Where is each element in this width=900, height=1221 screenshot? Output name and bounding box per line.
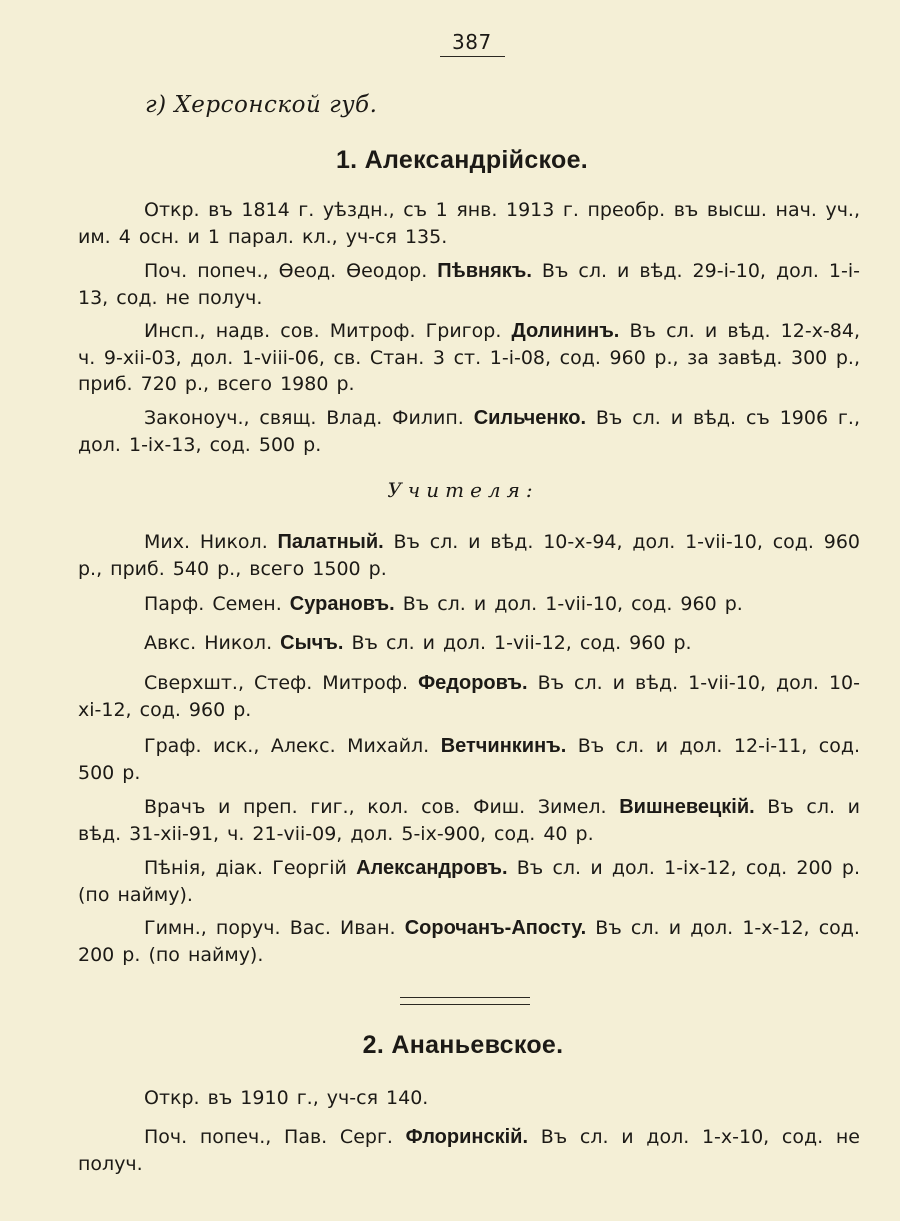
teacher-entry bbox=[78, 733, 860, 786]
person-surname: Ветчинкинъ. bbox=[440, 735, 567, 757]
para-text: Въ сл. и дол. 1-ix-12, сод. 200 р. (по найму). bbox=[78, 857, 860, 906]
section-divider bbox=[400, 997, 530, 1005]
para-text: Поч. попеч., Пав. Серг. bbox=[144, 1126, 406, 1148]
teachers-label: Учителя: bbox=[387, 478, 539, 502]
para-text: Въ сл. и вѣд. 12-x-84, ч. 9-xii-03, дол. 1-viii-06, св. Стан. 3 ст. 1-i-08, сод. 960 р., за завѣд. 300 р., приб. 720 р., всего 1980 р. bbox=[78, 320, 861, 395]
para-text: Поч. попеч., Ѳеод. Ѳеодор. bbox=[144, 260, 438, 282]
page-number-rule bbox=[440, 56, 505, 57]
para-text: Мих. Никол. bbox=[144, 531, 278, 553]
para-text: Законоуч., свящ. Влад. Филип. bbox=[144, 407, 474, 429]
para-text: Авкс. Никол. bbox=[144, 632, 281, 654]
teacher-entry bbox=[78, 630, 860, 657]
para-text: Парф. Семен. bbox=[144, 593, 290, 615]
section-1-paragraph bbox=[78, 258, 860, 311]
region-heading: г) Херсонской губ. bbox=[145, 92, 378, 118]
para-text: Откр. въ 1910 г., уч-ся 140. bbox=[144, 1087, 429, 1109]
para-text: Пѣнія, діак. Георгій bbox=[144, 857, 357, 879]
page-number: 387 bbox=[452, 30, 492, 54]
section-1-paragraph bbox=[78, 197, 860, 250]
para-text: Граф. иск., Алекс. Михайл. bbox=[144, 735, 441, 757]
teacher-entry bbox=[78, 855, 860, 908]
person-surname: Сорочанъ-Апосту. bbox=[404, 917, 587, 939]
para-text: Въ сл. и вѣд. 10-x-94, дол. 1-vii-10, сод. 960 р., приб. 540 р., всего 1500 р. bbox=[78, 531, 860, 580]
section-1-paragraph bbox=[78, 318, 860, 398]
teacher-entry bbox=[78, 794, 860, 847]
section-1-paragraph bbox=[78, 405, 860, 458]
section-1-title: 1. Александрійское. bbox=[335, 146, 589, 174]
person-surname: Пѣвнякъ. bbox=[437, 260, 532, 282]
para-text: Откр. въ 1814 г. уѣздн., съ 1 янв. 1913 г. преобр. въ высш. нач. уч., им. 4 осн. и 1 парал. кл., уч-ся 135. bbox=[78, 199, 860, 248]
person-surname: Федоровъ. bbox=[418, 672, 528, 694]
para-text: Сверхшт., Стеф. Митроф. bbox=[144, 672, 419, 694]
para-text: Въ сл. и вѣд. 31-xii-91, ч. 21-vii-09, дол. 5-ix-900, сод. 40 р. bbox=[78, 796, 860, 845]
person-surname: Сильченко. bbox=[473, 407, 587, 429]
para-text: Въ сл. и дол. 1-vii-10, сод. 960 р. bbox=[394, 593, 743, 615]
person-surname: Палатный. bbox=[277, 531, 384, 553]
person-surname: Долининъ. bbox=[511, 320, 620, 342]
para-text: Гимн., поруч. Вас. Иван. bbox=[144, 917, 405, 939]
person-surname: Вишневецкій. bbox=[619, 796, 755, 818]
teacher-entry bbox=[78, 529, 860, 582]
para-text: Инсп., надв. сов. Митроф. Григор. bbox=[144, 320, 512, 342]
section-2-paragraph bbox=[78, 1124, 860, 1177]
person-surname: Сурановъ. bbox=[289, 593, 395, 615]
section-2-paragraph bbox=[78, 1085, 860, 1112]
teacher-entry bbox=[78, 915, 860, 968]
para-text: Въ сл. и дол. 1-x-10, сод. не получ. bbox=[78, 1126, 860, 1175]
teacher-entry bbox=[78, 591, 860, 618]
para-text: Въ сл. и вѣд. 29-i-10, дол. 1-i-13, сод. не получ. bbox=[78, 260, 860, 309]
para-text: Въ сл. и дол. 1-x-12, сод. 200 р. (по найму). bbox=[78, 917, 860, 966]
para-text: Врачъ и преп. гиг., кол. сов. Фиш. Зимел. bbox=[144, 796, 620, 818]
person-surname: Сычъ. bbox=[280, 632, 344, 654]
para-text: Въ сл. и дол. 1-vii-12, сод. 960 р. bbox=[343, 632, 692, 654]
para-text: Въ сл. и дол. 12-i-11, сод. 500 р. bbox=[78, 735, 861, 784]
para-text: Въ сл. и вѣд. 1-vii-10, дол. 10-xi-12, сод. 960 р. bbox=[78, 672, 860, 721]
person-surname: Флоринскій. bbox=[405, 1126, 529, 1148]
person-surname: Александровъ. bbox=[356, 857, 508, 879]
para-text: Въ сл. и вѣд. съ 1906 г., дол. 1-ix-13, сод. 500 р. bbox=[78, 407, 860, 456]
teacher-entry bbox=[78, 670, 860, 723]
section-2-title: 2. Ананьевское. bbox=[362, 1031, 564, 1059]
